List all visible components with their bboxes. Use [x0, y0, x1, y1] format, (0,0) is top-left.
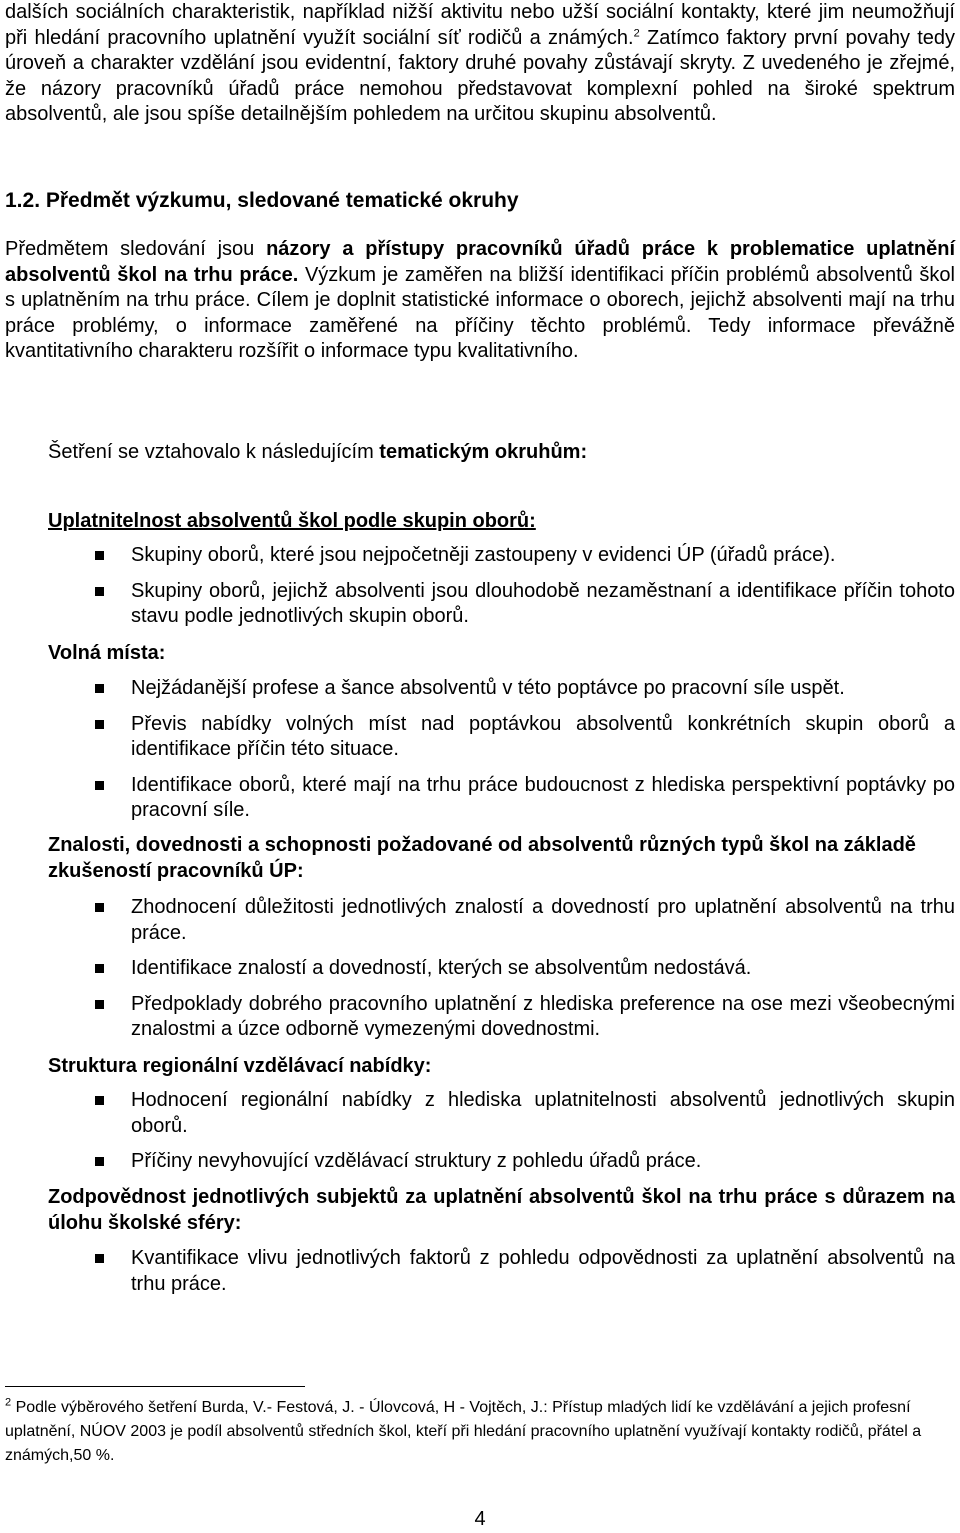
list-item	[95, 579, 955, 630]
topics-intro	[48, 440, 948, 466]
list-item	[95, 773, 955, 824]
topics-intro-bold: tematickým okruhům:	[379, 441, 588, 463]
group-heading-volna-mista: Volná místa:	[48, 642, 166, 664]
list-item	[95, 1246, 955, 1297]
intro-paragraph	[5, 0, 955, 128]
group-heading-struktura: Struktura regionální vzdělávací nabídky:	[48, 1055, 432, 1077]
list-item-text: Skupiny oborů, které jsou nejpočetněji zastoupeny v evidenci ÚP (úřadů práce).	[131, 544, 836, 566]
group-heading-uplatnitelnost: Uplatnitelnost absolventů škol podle skupin oborů:	[48, 510, 536, 532]
list-item	[95, 543, 955, 569]
list-item-text: Hodnocení regionální nabídky z hlediska uplatnitelnosti absolventů jednotlivých skupin oborů.	[131, 1089, 955, 1137]
intro-text-b: Zatímco faktory první povahy tedy úroveň a charakter vzdělání jsou evidentní, faktory druhé povahy zůstávají skryty. Z uvedeného je zřejmé, že názory pracovníků úřadů práce nemohou představovat komplexní pohled na široké spektrum absolventů, ale jsou spíše detailnějším pohledem na určitou skupinu absolventů.	[5, 26, 956, 125]
list-item	[95, 992, 955, 1043]
list-item	[95, 1088, 955, 1139]
list-item-text: Skupiny oborů, jejichž absolventi jsou dlouhodobě nezaměstnaní a identifikace příčin tohoto stavu podle jednotlivých skupin oborů.	[131, 579, 955, 627]
list-item-text: Zhodnocení důležitosti jednotlivých znalostí a dovedností pro uplatnění absolventů na trhu práce.	[131, 896, 955, 944]
footnote-ref: 2	[633, 26, 640, 39]
bullet-square-icon	[95, 1000, 104, 1009]
list-item-text: Identifikace oborů, které mají na trhu práce budoucnost z hlediska perspektivní poptávky po pracovní síle.	[131, 773, 955, 821]
footnote	[5, 1396, 955, 1468]
list-item	[95, 1149, 955, 1175]
footnote-text: Podle výběrového šetření Burda, V.- Festová, J. - Úlovcová, H - Vojtěch, J.: Přístup mladých lidí ke vzdělávání a jejich profesní uplatnění, NÚOV 2003 je podíl absolventů středních škol, kteří při hledání pracovního uplatnění využívají kontakty rodičů, přátel a známých,50 %.	[5, 1399, 922, 1464]
bullet-square-icon	[95, 1096, 104, 1105]
group-heading-znalosti: Znalosti, dovednosti a schopnosti požadované od absolventů různých typů škol na základě zkušeností pracovníků ÚP:	[48, 834, 916, 882]
list-item-text: Příčiny nevyhovující vzdělávací struktury z pohledu úřadů práce.	[131, 1150, 702, 1172]
section-text-bold: názory a přístupy pracovníků úřadů práce k problematice uplatnění absolventů škol na trhu práce.	[5, 238, 956, 286]
bullet-square-icon	[95, 551, 104, 560]
list-item-text: Předpoklady dobrého pracovního uplatnění z hlediska preference na ose mezi všeobecnými znalostmi a úzce odborně vymezenými dovednostmi.	[131, 992, 955, 1040]
list-item-text: Převis nabídky volných míst nad poptávkou absolventů konkrétních skupin oborů a identifikace příčin této situace.	[131, 712, 955, 760]
footnote-number: 2	[5, 1396, 12, 1409]
group-list-uplatnitelnost	[95, 543, 955, 630]
intro-text-a: dalších sociálních charakteristik, například nižší aktivitu nebo užší sociální kontakty, které jim neumožňují při hledání pracovního uplatnění využít sociální síť rodičů a známých.	[5, 1, 955, 49]
bullet-square-icon	[95, 587, 104, 596]
group-list-zodpovednost	[95, 1246, 955, 1297]
list-item	[95, 956, 955, 982]
footnote-separator	[5, 1386, 305, 1387]
group-heading-zodpovednost: Zodpovědnost jednotlivých subjektů za uplatnění absolventů škol na trhu práce s důrazem na úlohu školské sféry:	[48, 1186, 955, 1234]
list-item-text: Identifikace znalostí a dovedností, kterých se absolventům nedostává.	[131, 957, 752, 979]
list-item	[95, 676, 955, 702]
bullet-square-icon	[95, 781, 104, 790]
section-text-rest: Výzkum je zaměřen na bližší identifikaci příčin problémů absolventů škol s uplatněním na trhu práce. Cílem je doplnit statistické informace o oborech, jejichž absolventi mají na trhu práce problémy, o informace zaměřené na příčiny těchto problémů. Tedy informace převážně kvantitativního charakteru rozšířit o informace typu kvalitativního.	[5, 263, 955, 362]
bullet-square-icon	[95, 964, 104, 973]
group-list-volna-mista	[95, 676, 955, 824]
bullet-square-icon	[95, 1157, 104, 1166]
list-item	[95, 712, 955, 763]
list-item-text: Nejžádanější profese a šance absolventů v této poptávce po pracovní síle uspět.	[131, 677, 845, 699]
bullet-square-icon	[95, 903, 104, 912]
group-list-struktura	[95, 1088, 955, 1175]
list-item-text: Kvantifikace vlivu jednotlivých faktorů z pohledu odpovědnosti za uplatnění absolventů na trhu práce.	[131, 1247, 955, 1295]
group-list-znalosti	[95, 895, 955, 1043]
page-number: 4	[474, 1508, 486, 1530]
topics-intro-plain: Šetření se vztahovalo k následujícím	[48, 441, 380, 463]
bullet-square-icon	[95, 684, 104, 693]
bullet-square-icon	[95, 1254, 104, 1263]
section-heading: 1.2. Předmět výzkumu, sledované tematické okruhy	[5, 189, 519, 212]
bullet-square-icon	[95, 720, 104, 729]
section-text-start: Předmětem sledování jsou	[5, 238, 267, 260]
list-item	[95, 895, 955, 946]
section-paragraph	[5, 237, 955, 365]
